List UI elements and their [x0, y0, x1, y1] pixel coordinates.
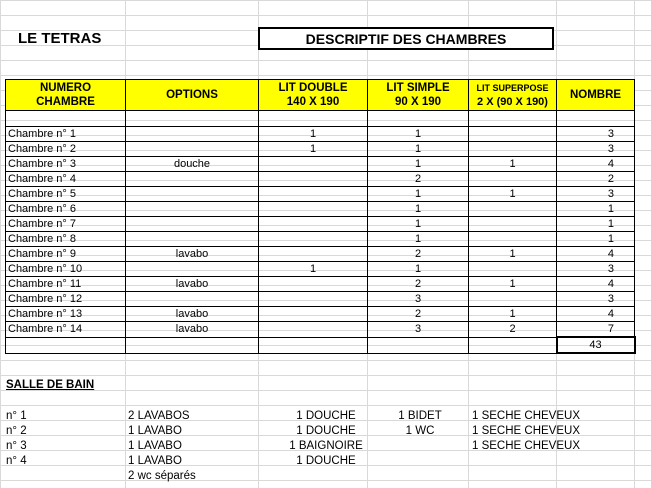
bath-lavabo: 1 LAVABO: [128, 455, 182, 467]
bath-extra: 1 WC: [405, 425, 435, 437]
room-name: Chambre n° 2: [6, 142, 126, 157]
room-bunk-bed: [469, 232, 557, 247]
room-name: Chambre n° 8: [6, 232, 126, 247]
table-row: [6, 217, 635, 232]
room-double-bed: [259, 292, 368, 307]
bath-room: n° 3: [6, 440, 27, 452]
room-name: Chambre n° 7: [6, 217, 126, 232]
col-header-options: OPTIONS: [126, 80, 259, 111]
col-header-superpose: LIT SUPERPOSE 2 X (90 X 190): [469, 80, 557, 111]
room-bunk-bed: 1: [469, 157, 557, 172]
room-count: 3: [557, 262, 635, 277]
room-double-bed: [259, 217, 368, 232]
room-single-bed: 2: [368, 172, 469, 187]
total-count: 43: [557, 337, 635, 353]
bath-lavabo: 2 LAVABOS: [128, 410, 190, 422]
room-bunk-bed: [469, 217, 557, 232]
bath-shower: 1 DOUCHE: [296, 410, 356, 422]
room-count: 3: [557, 127, 635, 142]
room-count: 4: [557, 157, 635, 172]
room-bunk-bed: 2: [469, 322, 557, 338]
list-item: [0, 454, 651, 469]
bath-dryer: 1 SECHE CHEVEUX: [472, 425, 581, 437]
room-option: [126, 142, 259, 157]
room-count: 1: [557, 217, 635, 232]
table-row: [6, 262, 635, 277]
table-row: [6, 247, 635, 262]
table-row: [6, 142, 635, 157]
room-double-bed: [259, 247, 368, 262]
room-double-bed: [259, 232, 368, 247]
bath-room: n° 2: [6, 425, 27, 437]
room-double-bed: [259, 322, 368, 338]
bathroom-section-title: SALLE DE BAIN: [6, 379, 95, 391]
room-name: Chambre n° 10: [6, 262, 126, 277]
room-double-bed: 1: [259, 142, 368, 157]
col-header-simple: LIT SIMPLE 90 X 190: [368, 80, 469, 111]
room-option: [126, 217, 259, 232]
list-item: [0, 439, 651, 454]
room-name: Chambre n° 3: [6, 157, 126, 172]
room-double-bed: [259, 172, 368, 187]
room-count: 4: [557, 247, 635, 262]
room-name: Chambre n° 9: [6, 247, 126, 262]
room-single-bed: 1: [368, 142, 469, 157]
table-row: [6, 202, 635, 217]
room-name: Chambre n° 6: [6, 202, 126, 217]
room-single-bed: 1: [368, 157, 469, 172]
room-single-bed: 1: [368, 187, 469, 202]
room-bunk-bed: 1: [469, 277, 557, 292]
total-row-cell: [469, 337, 557, 353]
hotel-name: LE TETRAS: [18, 30, 102, 47]
col-header-double: LIT DOUBLE 140 X 190: [259, 80, 368, 111]
room-option: douche: [126, 157, 259, 172]
col-header-room: NUMERO CHAMBRE: [6, 80, 126, 111]
room-single-bed: 3: [368, 292, 469, 307]
document-title: DESCRIPTIF DES CHAMBRES: [258, 27, 554, 50]
total-row-cell: [259, 337, 368, 353]
room-single-bed: 2: [368, 277, 469, 292]
room-count: 3: [557, 142, 635, 157]
table-row: [6, 277, 635, 292]
room-single-bed: 1: [368, 217, 469, 232]
room-option: [126, 127, 259, 142]
room-count: 1: [557, 232, 635, 247]
table-row: [6, 322, 635, 338]
room-option: [126, 232, 259, 247]
room-double-bed: 1: [259, 127, 368, 142]
blank-row: [6, 111, 635, 127]
room-bunk-bed: 1: [469, 247, 557, 262]
room-count: 4: [557, 277, 635, 292]
room-option: lavabo: [126, 307, 259, 322]
table-row: [6, 157, 635, 172]
room-double-bed: [259, 157, 368, 172]
total-row-cell: [126, 337, 259, 353]
room-name: Chambre n° 12: [6, 292, 126, 307]
room-bunk-bed: [469, 262, 557, 277]
table-row: [6, 172, 635, 187]
room-count: 3: [557, 187, 635, 202]
room-single-bed: 2: [368, 247, 469, 262]
bath-room: n° 4: [6, 455, 27, 467]
room-single-bed: 3: [368, 322, 469, 338]
table-row: [6, 127, 635, 142]
room-option: [126, 202, 259, 217]
room-single-bed: 1: [368, 262, 469, 277]
room-name: Chambre n° 1: [6, 127, 126, 142]
bath-lavabo: 1 LAVABO: [128, 440, 182, 452]
room-option: [126, 187, 259, 202]
bath-shower: 1 DOUCHE: [296, 425, 356, 437]
total-row-cell: [368, 337, 469, 353]
room-bunk-bed: [469, 202, 557, 217]
bath-lavabo: 2 wc séparés: [128, 470, 196, 482]
table-header-row: [6, 80, 635, 111]
room-option: lavabo: [126, 247, 259, 262]
room-name: Chambre n° 4: [6, 172, 126, 187]
room-bunk-bed: 1: [469, 307, 557, 322]
room-double-bed: [259, 202, 368, 217]
room-name: Chambre n° 14: [6, 322, 126, 338]
room-name: Chambre n° 11: [6, 277, 126, 292]
list-item: [0, 424, 651, 439]
room-single-bed: 1: [368, 127, 469, 142]
room-option: lavabo: [126, 277, 259, 292]
bath-shower: 1 BAIGNOIRE: [289, 440, 363, 452]
room-count: 2: [557, 172, 635, 187]
room-single-bed: 1: [368, 232, 469, 247]
room-single-bed: 1: [368, 202, 469, 217]
bath-lavabo: 1 LAVABO: [128, 425, 182, 437]
bath-extra: 1 BIDET: [398, 410, 442, 422]
room-bunk-bed: [469, 292, 557, 307]
total-row-cell: [6, 337, 126, 353]
room-count: 4: [557, 307, 635, 322]
table-row: [6, 292, 635, 307]
room-bunk-bed: 1: [469, 187, 557, 202]
bath-dryer: 1 SECHE CHEVEUX: [472, 410, 581, 422]
room-double-bed: 1: [259, 262, 368, 277]
room-option: [126, 262, 259, 277]
room-double-bed: [259, 307, 368, 322]
bath-room: n° 1: [6, 410, 27, 422]
list-item: [0, 469, 651, 484]
room-option: lavabo: [126, 322, 259, 338]
room-name: Chambre n° 5: [6, 187, 126, 202]
rooms-table: [5, 79, 636, 354]
total-row: [6, 337, 635, 353]
room-count: 3: [557, 292, 635, 307]
table-row: [6, 232, 635, 247]
room-double-bed: [259, 277, 368, 292]
bath-dryer: 1 SECHE CHEVEUX: [472, 440, 581, 452]
room-bunk-bed: [469, 127, 557, 142]
room-count: 7: [557, 322, 635, 338]
room-single-bed: 2: [368, 307, 469, 322]
col-header-count: NOMBRE: [557, 80, 635, 111]
bathroom-list: [0, 409, 651, 484]
room-double-bed: [259, 187, 368, 202]
room-option: [126, 172, 259, 187]
room-count: 1: [557, 202, 635, 217]
room-bunk-bed: [469, 172, 557, 187]
table-row: [6, 307, 635, 322]
list-item: [0, 409, 651, 424]
bath-shower: 1 DOUCHE: [296, 455, 356, 467]
room-bunk-bed: [469, 142, 557, 157]
table-row: [6, 187, 635, 202]
room-option: [126, 292, 259, 307]
room-name: Chambre n° 13: [6, 307, 126, 322]
